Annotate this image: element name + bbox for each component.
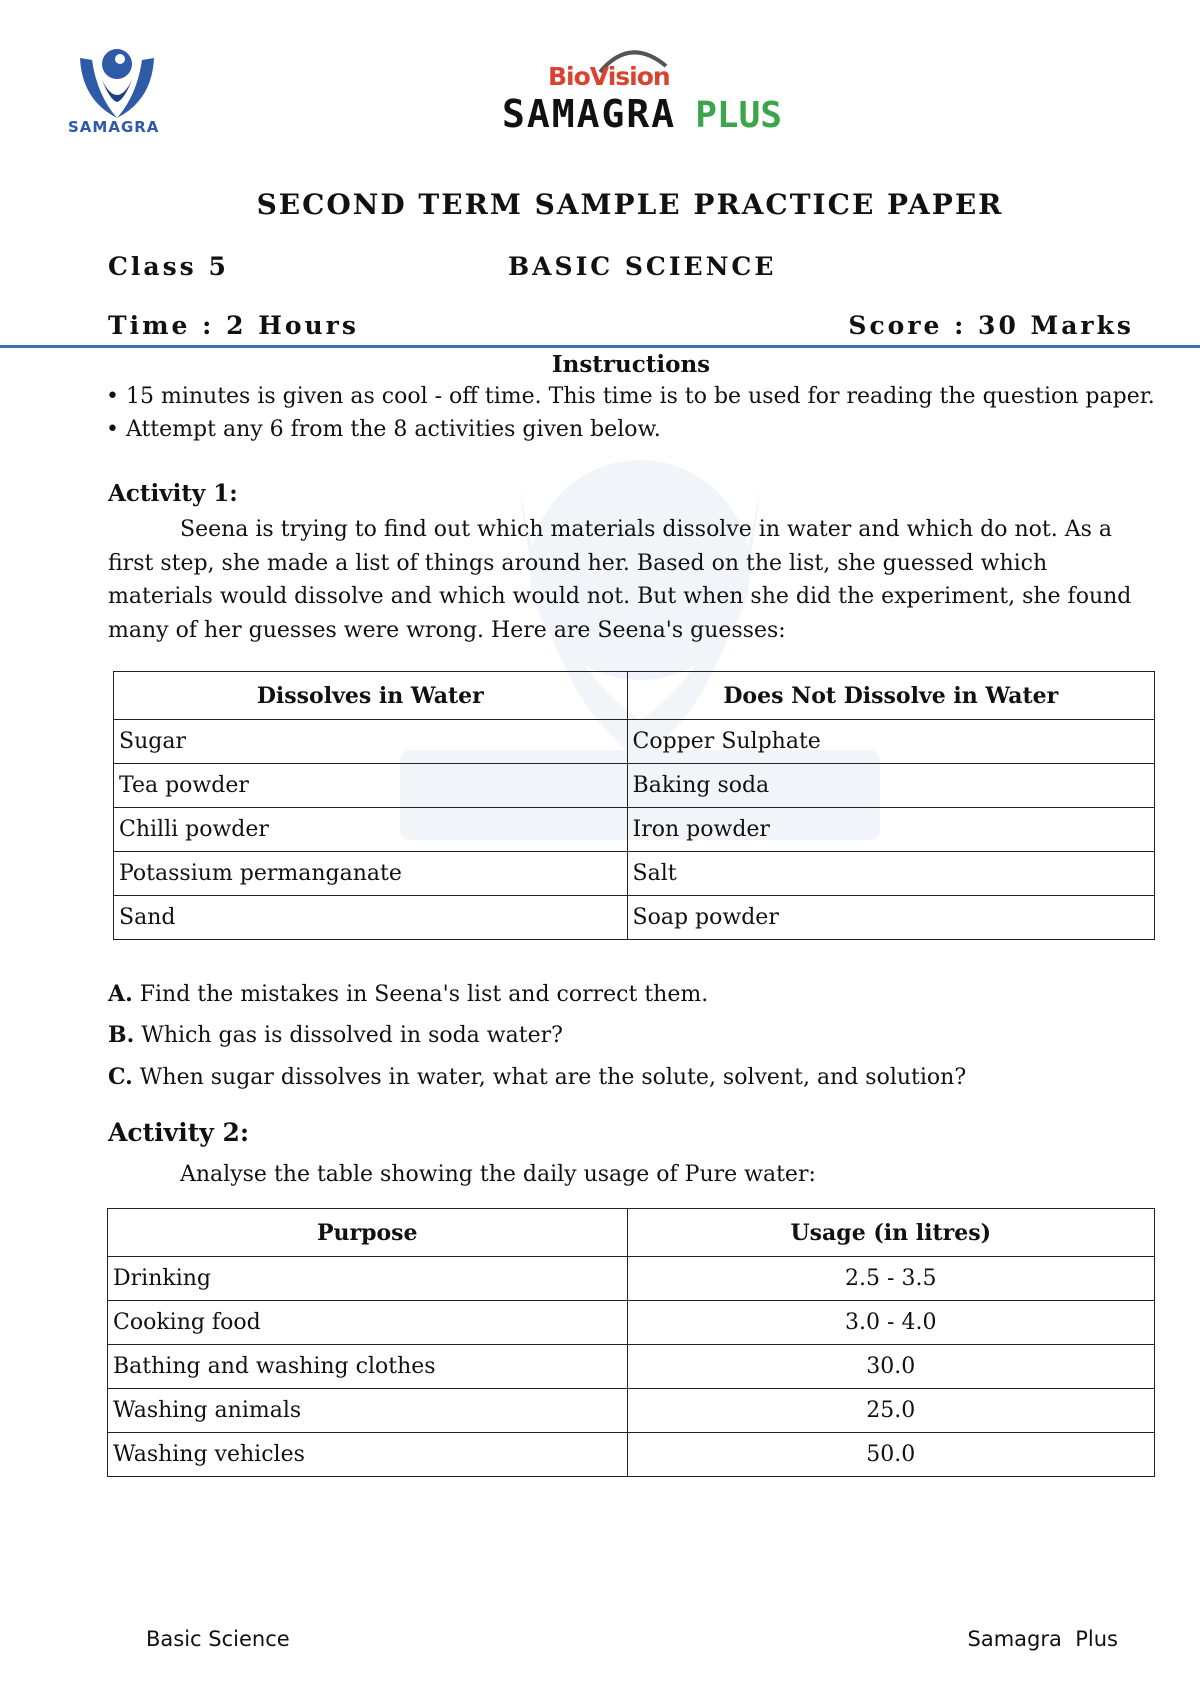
table-cell: 50.0 [627,1433,1154,1477]
instructions-heading: Instructions [551,351,711,378]
table-cell: Salt [627,852,1154,896]
question-label: C. [108,1064,133,1090]
dissolve-guess-table [113,671,1155,940]
table-cell: Potassium permanganate [114,852,628,896]
table-header-row [108,1209,1155,1257]
question-label: A. [108,981,133,1007]
table-cell: Sand [114,896,628,940]
footer-right: Samagra Plus [967,1627,1118,1651]
table-cell: Chilli powder [114,808,628,852]
table-header-cell: Does Not Dissolve in Water [627,672,1154,720]
brand-plus-text: PLUS [695,95,782,136]
activity-2-heading: Activity 2: [108,1118,250,1147]
table-cell: Copper Sulphate [627,720,1154,764]
paper-title: SECOND TERM SAMPLE PRACTICE PAPER [256,188,1004,221]
table-cell: Cooking food [108,1301,628,1345]
table-row [114,764,1155,808]
water-usage-table [107,1208,1155,1477]
question-text: Which gas is dissolved in soda water? [134,1023,563,1048]
samagra-logo [62,40,172,140]
table-cell: Sugar [114,720,628,764]
samagra-plus-wordmark [502,92,782,136]
table-cell: Bathing and washing clothes [108,1345,628,1389]
table-header-cell: Purpose [108,1209,628,1257]
table-cell: 30.0 [627,1345,1154,1389]
question-label: B. [108,1022,135,1048]
table-cell: Washing vehicles [108,1433,628,1477]
table-row [114,808,1155,852]
biovision-text: BioVision [548,62,670,91]
time-label: Time : 2 Hours [108,311,359,340]
question-c [108,1064,966,1090]
question-text: When sugar dissolves in water, what are the solute, solvent, and solution? [132,1065,967,1090]
activity-2-paragraph: Analyse the table showing the daily usage of Pure water: [180,1162,816,1187]
table-header-cell: Dissolves in Water [114,672,628,720]
table-header-row [114,672,1155,720]
table-row [108,1257,1155,1301]
instruction-item: • 15 minutes is given as cool - off time. This time is to be used for reading the question paper. [106,384,1155,409]
table-row [114,720,1155,764]
table-cell: 25.0 [627,1389,1154,1433]
table-cell: Tea powder [114,764,628,808]
table-cell: 2.5 - 3.5 [627,1257,1154,1301]
activity-1-heading: Activity 1: [108,480,238,507]
question-b [108,1022,563,1048]
brand-logo [500,40,800,140]
score-label: Score : 30 Marks [848,311,1134,340]
question-a [108,981,708,1007]
table-cell: Soap powder [627,896,1154,940]
table-row [108,1389,1155,1433]
table-row [108,1345,1155,1389]
subject-label: BASIC SCIENCE [508,252,777,281]
activity-1-paragraph: Seena is trying to find out which materials dissolve in water and which do not. As a first step, she made a list of things around her. Based on the list, she guessed which materials would dissolve and which would not. But when she did the experiment, she found many of her guesses were wrong. Here are Seena's guesses: [108,517,1132,643]
table-cell: Washing animals [108,1389,628,1433]
brand-main-text: SAMAGRA [502,92,677,136]
table-cell: Drinking [108,1257,628,1301]
table-row [114,852,1155,896]
class-label: Class 5 [108,252,229,281]
samagra-logo-text: SAMAGRA [68,118,160,136]
question-text: Find the mistakes in Seena's list and correct them. [132,982,709,1007]
table-cell: Baking soda [627,764,1154,808]
table-row [108,1301,1155,1345]
instruction-item: • Attempt any 6 from the 8 activities given below. [106,417,661,442]
footer-left: Basic Science [146,1627,290,1651]
table-cell: Iron powder [627,808,1154,852]
table-cell: 3.0 - 4.0 [627,1301,1154,1345]
table-row [114,896,1155,940]
table-row [108,1433,1155,1477]
header-divider [0,345,1200,348]
table-header-cell: Usage (in litres) [627,1209,1154,1257]
